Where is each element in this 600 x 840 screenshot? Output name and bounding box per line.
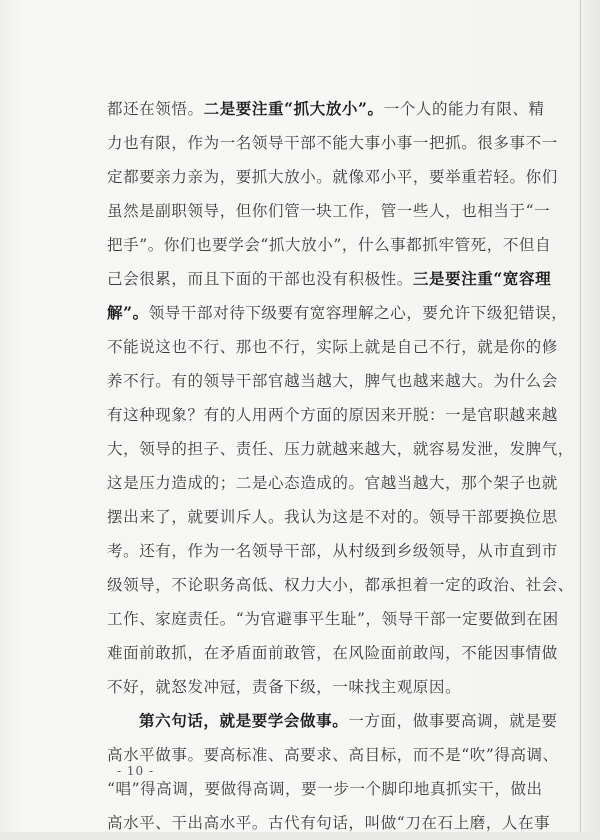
text-line — [107, 364, 557, 398]
text-line — [107, 772, 557, 806]
text-segment: 一方面，做事要高调，就是要 — [348, 712, 558, 730]
bold-phrase: 二是要注重“抓大放小”。 — [203, 99, 384, 118]
text-line — [107, 636, 557, 670]
text-segment: 考。还有，作为一名领导干部，从村级到乡级领导，从市直到市 — [107, 542, 558, 560]
text-line — [107, 534, 557, 568]
text-segment: “唱”得高调，要做得高调，要一步一个脚印地真抓实干，做出 — [107, 780, 543, 798]
text-segment: 都还在领悟。 — [107, 100, 204, 118]
text-line — [107, 126, 557, 160]
text-line — [107, 466, 557, 500]
text-line — [107, 398, 557, 432]
text-line — [107, 296, 568, 330]
page-number: - 10 - — [117, 764, 155, 778]
text-segment: 力也有限，作为一名领导干部不能大事小事一把抓。很多事不一 — [107, 134, 558, 152]
text-segment: 不能说这也不行、那也不行，实际上就是自己不行，就是你的修 — [107, 338, 558, 356]
text-line — [107, 806, 557, 840]
text-segment: 把手”。你们也要学会“抓大放小”，什么事都抓牢管死，不但自 — [107, 236, 552, 254]
page-edge-shadow — [580, 0, 581, 832]
text-line — [107, 738, 557, 772]
text-line — [107, 160, 557, 194]
text-line — [107, 92, 557, 126]
bold-phrase: 三是要注重“宽容理 — [412, 269, 552, 288]
text-segment: 养不行。有的领导干部官越当越大，脾气也越来越大。为什么会 — [107, 372, 558, 390]
text-segment: 一个人的能力有限、精 — [383, 100, 545, 118]
body-text — [107, 92, 574, 840]
text-segment: 难面前敢抓，在矛盾面前敢管，在风险面前敢闯，不能因事情做 — [107, 644, 558, 662]
text-segment: 己会很累，而且下面的干部也没有积极性。 — [107, 270, 413, 288]
text-line — [107, 262, 557, 296]
text-segment: 级领导，不论职务高低、权力大小，都承担着一定的政治、社会、 — [107, 576, 574, 594]
text-segment: 摆出来了，就要训斥人。我认为这是不对的。领导干部要换位思 — [107, 508, 558, 526]
text-line — [107, 568, 574, 602]
text-segment: 高水平做事。要高标准、高要求、高目标，而不是“吹”得高调、 — [107, 746, 559, 764]
bold-phrase: 第六句话，就是要学会做事。 — [139, 711, 349, 730]
text-line — [107, 330, 557, 364]
text-segment: 虽然是副职领导，但你们管一块工作，管一些人，也相当于“一 — [107, 202, 551, 220]
text-line — [107, 228, 557, 262]
text-segment: 高水平、干出高水平。古代有句话，叫做“刀在石上磨，人在事 — [107, 814, 551, 832]
text-segment: 这是压力造成的；二是心态造成的。官越当越大，那个架子也就 — [107, 474, 558, 492]
bold-phrase: 解”。 — [107, 303, 149, 322]
text-line — [107, 704, 557, 738]
text-line — [107, 670, 557, 704]
text-segment: 定都要亲力亲为，要抓大放小。就像邓小平，要举重若轻。你们 — [107, 168, 558, 186]
text-segment: 大，领导的担子、责任、压力就越来越大，就容易发泄，发脾气， — [107, 440, 574, 458]
text-segment: 有这种现象？有的人用两个方面的原因来开脱：一是官职越来越 — [107, 406, 558, 424]
text-line — [107, 500, 557, 534]
text-segment: 工作、家庭责任。“为官避事平生耻”，领导干部一定要做到在困 — [107, 610, 559, 628]
text-line — [107, 194, 557, 228]
text-line — [107, 432, 574, 466]
text-segment: 领导干部对待下级要有宽容理解之心，要允许下级犯错误， — [148, 304, 568, 322]
text-line — [107, 602, 557, 636]
text-segment: 不好，就怒发冲冠，责备下级，一味找主观原因。 — [107, 678, 462, 696]
